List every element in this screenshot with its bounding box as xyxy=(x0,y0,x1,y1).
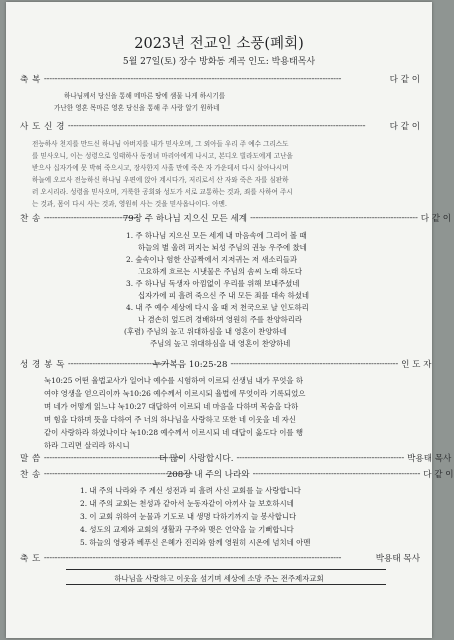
reading-leader: 인 도 자 xyxy=(401,359,432,370)
creed-line: 는 것과, 몸이 다시 사는 것과, 영원히 사는 것을 믿사옵나이다. 아멘. xyxy=(32,200,227,208)
hymn2-label: 찬 송 xyxy=(20,469,41,480)
bulletin-page xyxy=(6,2,454,638)
blessing-heading xyxy=(20,72,420,85)
reading-line: 여야 영생을 얻으리이까 눅10:26 예수께서 이르시되 율법에 무엇이라 기록되었으 xyxy=(44,389,306,398)
reading-line: 눅10:25 어떤 율법교사가 일어나 예수를 시험하여 이르되 선생님 내가 무엇을 하 xyxy=(44,376,303,385)
hymn1-verse-line: 3. 주 하나님 독생자 아낌없이 우리를 위해 보내주셨네 xyxy=(126,279,300,288)
hymn1-verse-line: 1. 주 하나님 지으신 모든 세계 내 마음속에 그리어 볼 때 xyxy=(126,231,307,240)
hymn2-verse-line: 1. 내 주의 나라와 주 계신 성전과 피 흘려 사신 교회를 늘 사랑합니다 xyxy=(80,486,301,495)
blessing-line: 하나님께서 당신을 통해 메마른 땅에 샘물 나게 하시기를 xyxy=(64,92,226,100)
hymn1-label: 찬 송 xyxy=(20,213,41,224)
leader-dots: -------------------------------------------------------------------------------------------------------------- xyxy=(67,120,366,131)
benediction-heading xyxy=(20,551,420,564)
leader-dots: ------------------------------------------------------- xyxy=(43,468,193,479)
hymn2-leader: 다 같 이 xyxy=(423,469,454,480)
hymn2-verse-line: 4. 성도의 교제와 교회의 생활과 구주와 맺은 언약을 늘 기뻐합니다 xyxy=(80,525,294,534)
hymn1-refrain-line: 주님의 높고 위대하심을 내 영혼이 찬양하네 xyxy=(150,339,291,348)
reading-line: 하라 그리면 살리라 하시니 xyxy=(44,441,130,450)
leader-dots: -------------------------------------------------------------------------------------------------------------- xyxy=(43,73,342,84)
creed-heading xyxy=(20,119,420,132)
creed-line: 하늘에 오르사 전능하신 하나님 우편에 앉아 계시다가, 저리로서 산 자와 죽은 자를 심판하 xyxy=(32,176,289,184)
blessing-leader: 다 같 이 xyxy=(389,74,420,85)
creed-leader: 다 같 이 xyxy=(389,121,420,132)
sermon-title: 더 많이 사랑합시다. xyxy=(158,453,234,464)
hymn1-title: 79장 주 하나님 지으신 모든 세계 xyxy=(122,213,248,224)
reading-line: 같이 사랑하라 하였나이다 눅10:28 예수께서 이르시되 네 대답이 옳도다 이를 행 xyxy=(44,428,303,437)
reading-heading xyxy=(20,357,432,370)
hymn1-verse-line: 고요하게 흐르는 시냇물은 주님의 솜씨 노래 하도다 xyxy=(138,267,303,276)
benediction-label: 축 도 xyxy=(20,553,41,564)
blessing-line: 가난한 영혼 목마른 영혼 당신을 통해 주 사랑 알기 원하네 xyxy=(54,104,220,112)
leader-dots: --------------------------------------------------- xyxy=(43,452,182,463)
hymn1-refrain-line: (후렴) 주님의 높고 위대하심을 내 영혼이 찬양하네 xyxy=(124,327,287,336)
reading-line: 며 네가 어떻게 읽느냐 눅10:27 대답하여 이르되 네 마음을 다하며 목숨을 다하 xyxy=(44,402,299,411)
hymn1-leader: 다 같 이 xyxy=(420,213,452,224)
blessing-label: 축 복 xyxy=(20,74,41,85)
sermon-heading xyxy=(20,451,452,464)
leader-dots: -------------------------------------------------------------- xyxy=(252,468,421,479)
sermon-label: 말 씀 xyxy=(20,453,41,464)
hymn1-verse-line: 2. 숲속이나 험한 산골짝에서 지저귀는 저 새소리들과 xyxy=(126,255,298,264)
benediction-leader: 박용태 목사 xyxy=(375,553,420,564)
hymn1-verse-line: 4. 내 주 예수 세상에 다시 올 때 저 천국으로 날 인도하리 xyxy=(126,303,309,312)
leader-dots: ----------------------------------- xyxy=(43,212,139,223)
church-motto: 하나님을 사랑하고 이웃을 섬기며 세상에 소망 주는 전주제자교회 xyxy=(114,574,324,583)
creed-line: 전능하사 천지를 만드신 하나님 아버지를 내가 믿사오며, 그 외아들 우리 주 예수 그리스도 xyxy=(32,140,289,148)
creed-line: 받으사 십자가에 못 박혀 죽으시고, 장사한지 사흘 만에 죽은 자 가운데서 다시 살아나시며 xyxy=(32,164,289,172)
leader-dots: -------------------------------------------------------------- xyxy=(236,452,405,463)
footer-rule-bottom xyxy=(66,584,386,585)
creed-line: 를 믿사오니, 이는 성령으로 잉태하사 동정녀 마리아에게 나시고, 본디오 빌라도에게 고난을 xyxy=(32,152,293,160)
reading-line: 며 힘을 다하며 뜻을 다하여 주 너의 하나님을 사랑하고 또한 네 이웃을 네 자신 xyxy=(44,415,296,424)
creed-line: 러 오시리라. 성령을 믿사오며, 거룩한 공회와 성도가 서로 교통하는 것과, 죄를 사하여 주시 xyxy=(32,188,293,196)
hymn1-verse-line: 나 겸손히 엎드려 경배하며 영원히 주를 찬양하리라 xyxy=(138,315,303,324)
reading-label: 성 경 봉 독 xyxy=(20,359,65,370)
hymn1-verse-line: 하늘의 별 울려 퍼지는 뇌성 주님의 권능 우주에 찼네 xyxy=(138,243,307,252)
sermon-preacher: 박용태 목사 xyxy=(407,453,452,464)
leader-dots: -------------------------------------------------------------------------------------------------------------- xyxy=(43,552,342,563)
reading-passage: 누가복음 10:25-28 xyxy=(152,359,228,370)
hymn2-heading xyxy=(20,467,454,480)
leader-dots: ------------------------------------- xyxy=(67,358,168,369)
hymn2-verse-line: 3. 이 교회 위하여 눈물과 기도로 내 생명 다하기까지 늘 봉사합니다 xyxy=(80,512,297,521)
hymn1-verse-line: 십자가에 피 흘려 죽으신 주 내 모든 죄를 대속 하셨네 xyxy=(138,291,310,300)
hymn2-title: 208장 내 주의 나라와 xyxy=(166,469,250,480)
leader-dots: -------------------------------------------------------------- xyxy=(230,358,399,369)
hymn2-verse-line: 5. 하늘의 영광과 베푸신 은혜가 진리와 함께 영원히 시온에 넘치네 아멘 xyxy=(80,538,311,547)
hymn2-verse-line: 2. 내 주의 교회는 천성과 같아서 눈동자같이 아끼사 늘 보호하시네 xyxy=(80,499,294,508)
hymn1-heading xyxy=(20,211,452,224)
footer-rule-top xyxy=(66,569,386,570)
bulletin-subtitle: 5월 27일(토) 장수 방화동 계곡 인도: 박용태목사 xyxy=(122,57,316,67)
leader-dots: -------------------------------------------------------------- xyxy=(250,212,418,223)
bulletin-title: 2023년 전교인 소풍(폐회) xyxy=(134,36,304,52)
creed-label: 사 도 신 경 xyxy=(20,121,65,132)
